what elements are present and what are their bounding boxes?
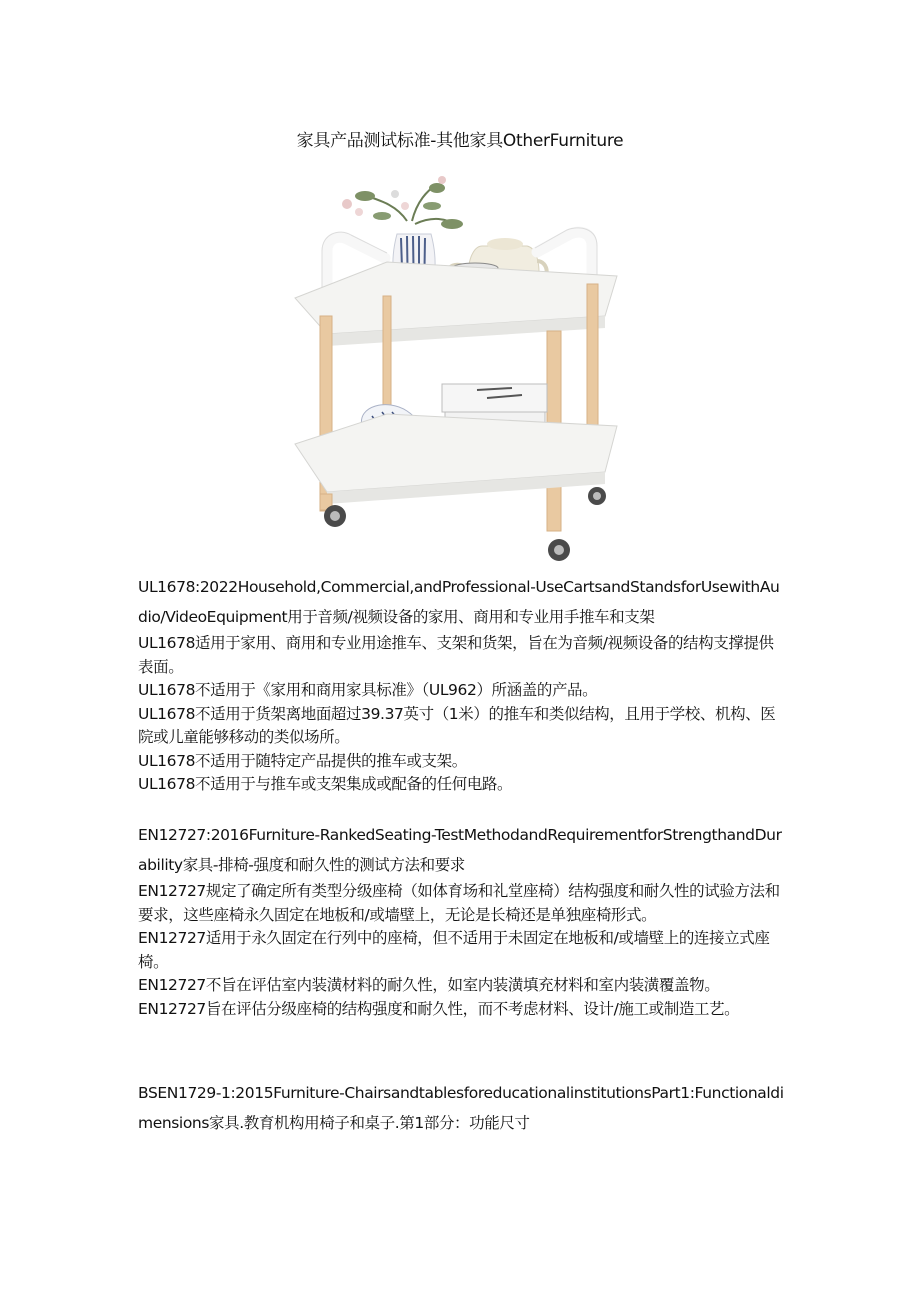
top-tray [295, 262, 617, 346]
paragraph: EN12727适用于永久固定在行列中的座椅，但不适用于未固定在地板和/或墙壁上的连接立式座椅。 [138, 929, 770, 971]
bottom-tray [295, 414, 617, 504]
paragraph: EN12727旨在评估分级座椅的结构强度和耐久性，而不考虑材料、设计/施工或制造工艺。 [138, 999, 740, 1018]
paragraph: UL1678不适用于货架离地面超过39.37英寸（1米）的推车和类似结构，且用于学校、机构、医院或儿童能够移动的类似场所。 [138, 704, 776, 746]
paragraph: UL1678不适用于与推车或支架集成或配备的任何电路。 [138, 775, 513, 793]
paragraph: UL1678适用于家用、商用和专业用途推车、支架和货架，旨在为音频/视频设备的结构支撑提供表面。 [138, 634, 774, 676]
paragraph: UL1678不适用于《家用和商用家具标准》（UL962）所涵盖的产品。 [138, 681, 598, 699]
section-ul1678 [138, 572, 788, 797]
paragraph: UL1678不适用于随特定产品提供的推车或支架。 [138, 751, 467, 770]
section-heading: BSEN1729-1:2015Furniture-ChairsandtablesforeducationalinstitutionsPart1:Functionaldimensions家具.教育机构用椅子和桌子.第1部分：功能尺寸 [138, 1084, 784, 1132]
section-heading: UL1678:2022Household,Commercial,andProfessional-UseCartsandStandsforUsewithAudio/VideoEquipment用于音频/视频设备的家用、商用和专业用手推车和支架 [138, 578, 780, 626]
section-en12727 [138, 820, 788, 1021]
section-heading: EN12727:2016Furniture-RankedSeating-TestMethodandRequirementforStrengthandDurability家具-排椅-强度和耐久性的测试方法和要求 [138, 826, 782, 874]
product-photo-cart [287, 176, 632, 568]
page-title: 家具产品测试标准-其他家具OtherFurniture [296, 131, 624, 151]
paragraph: EN12727不旨在评估室内装潢材料的耐久性，如室内装潢填充材料和室内装潢覆盖物。 [138, 976, 720, 994]
paragraph: EN12727规定了确定所有类型分级座椅（如体育场和礼堂座椅）结构强度和耐久性的试验方法和要求，这些座椅永久固定在地板和/或墙壁上，无论是长椅还是单独座椅形式。 [138, 882, 780, 924]
section-bsen1729 [138, 1078, 788, 1138]
